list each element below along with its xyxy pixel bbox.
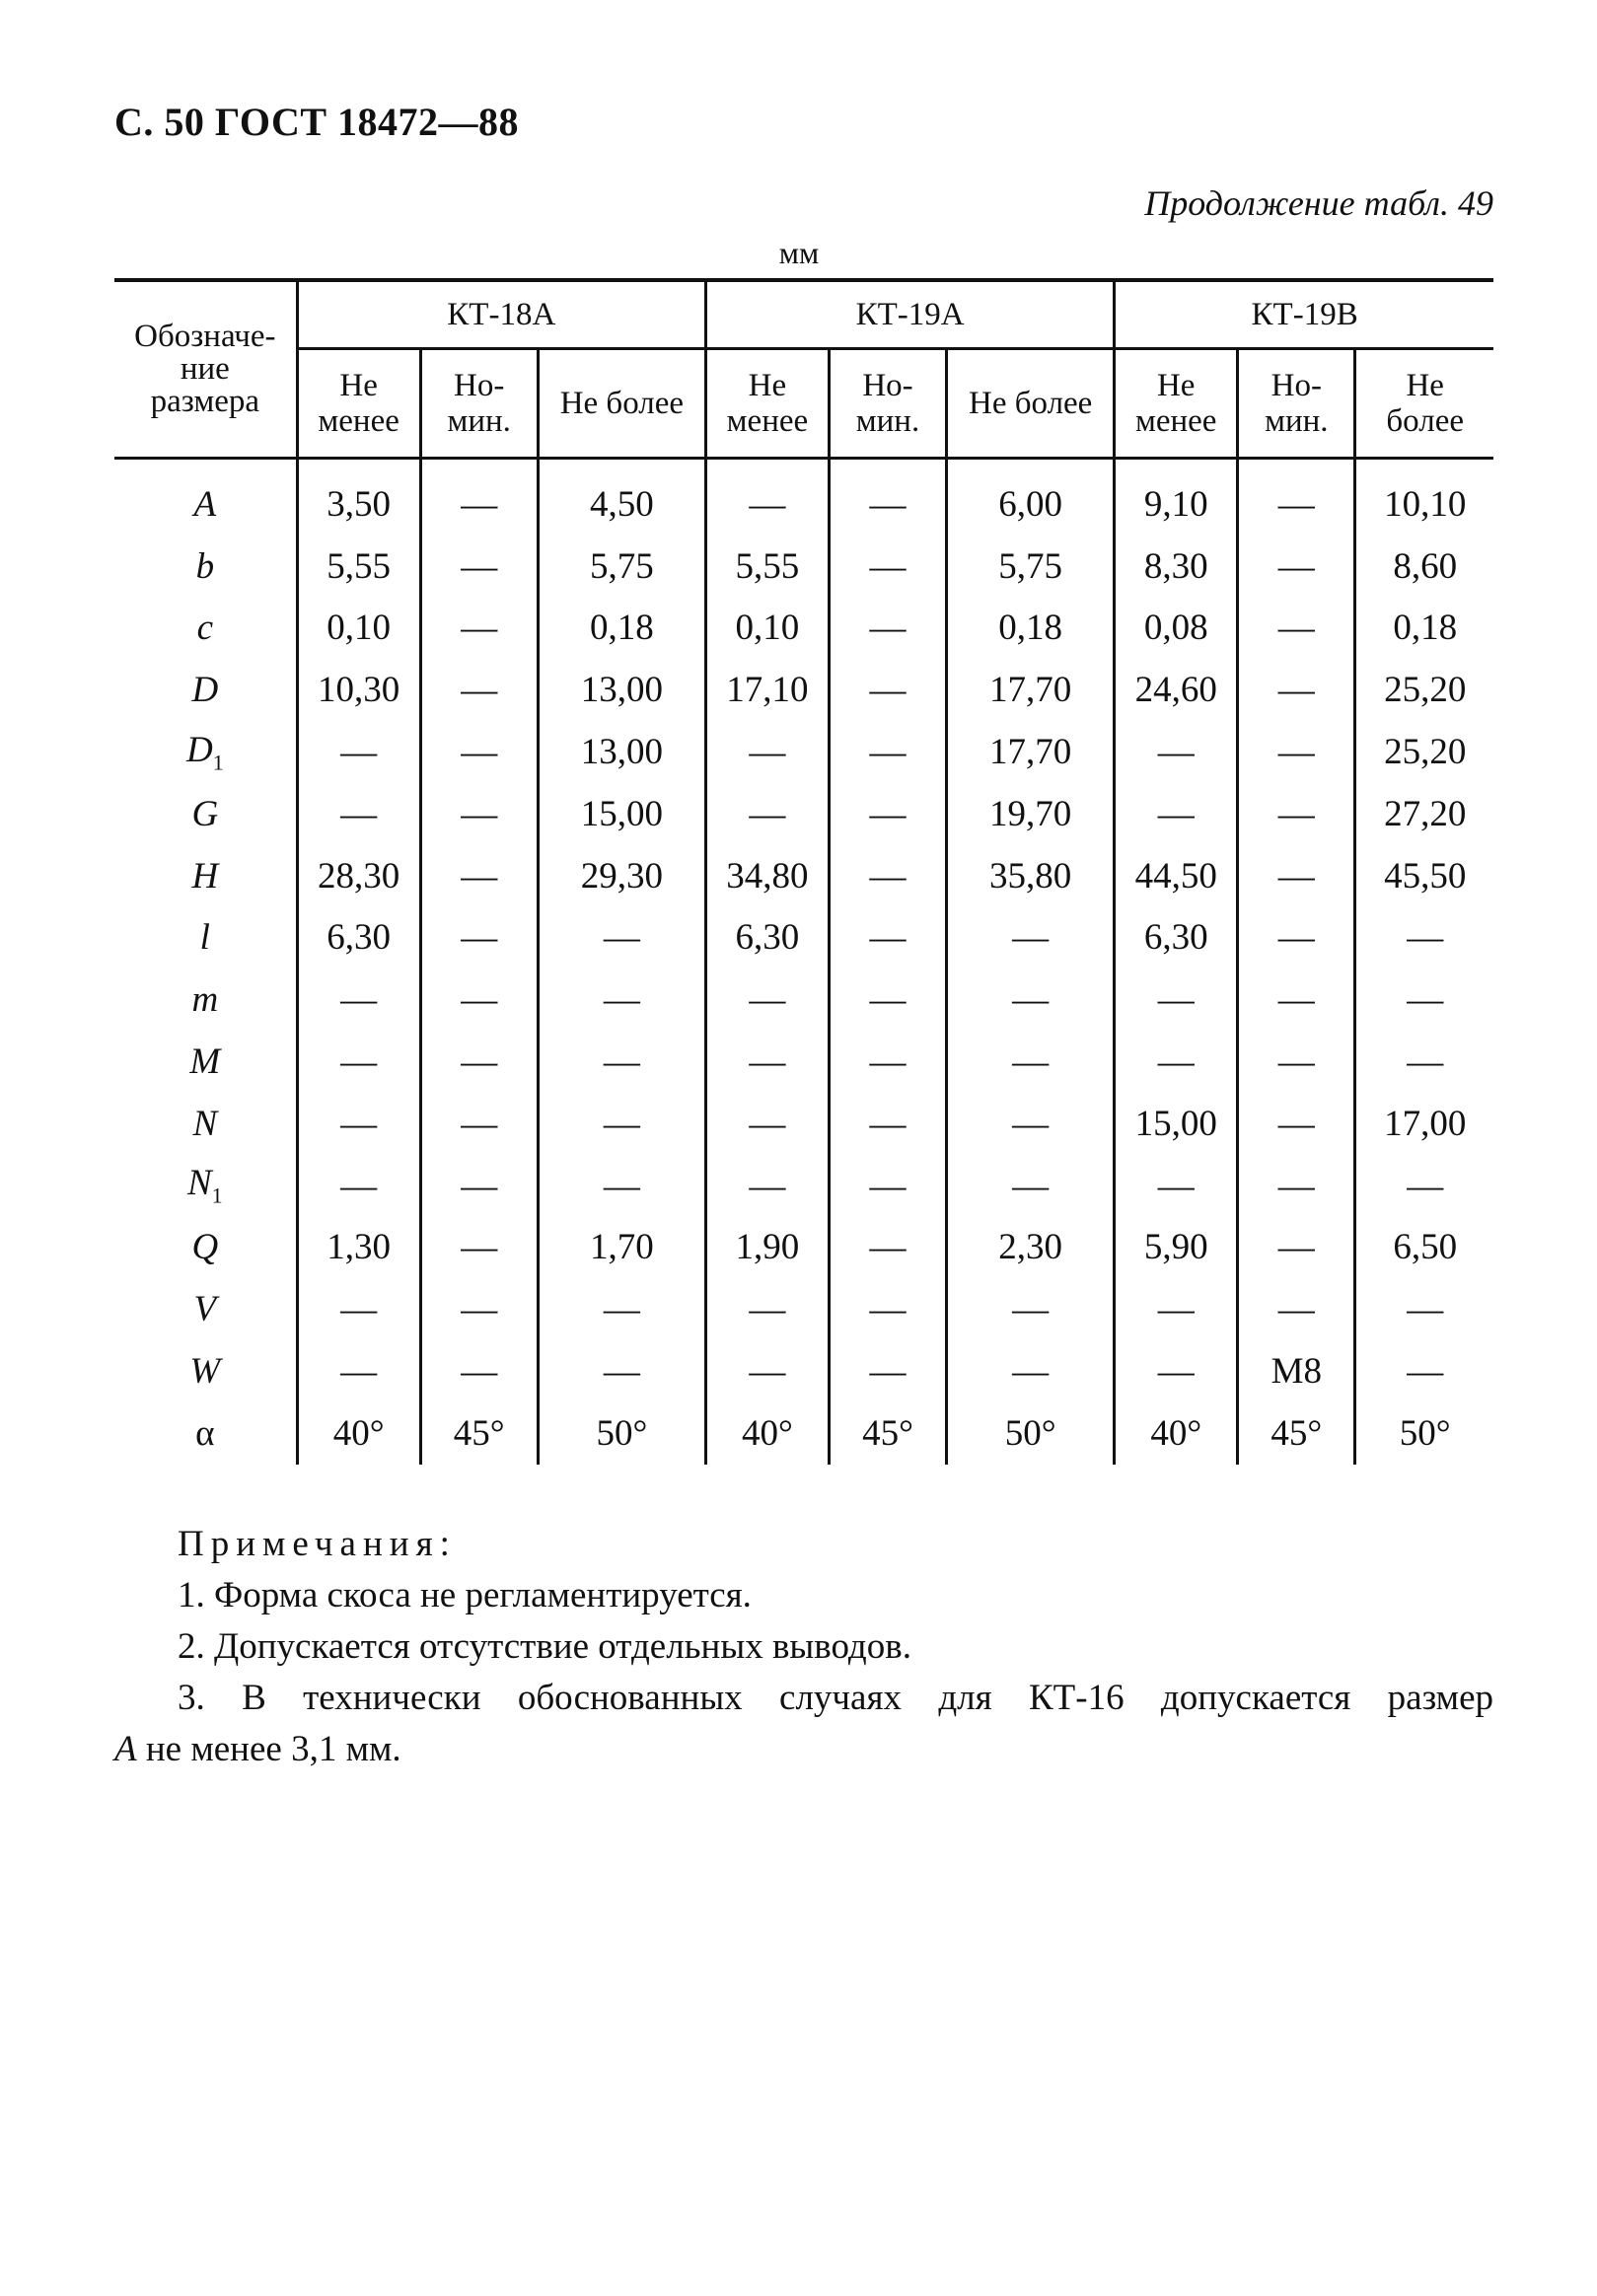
dimension-symbol — [114, 659, 297, 721]
subheader-line: Не — [339, 368, 378, 403]
symbol-letter: M — [189, 1041, 221, 1083]
value-cell: 27,20 — [1355, 783, 1493, 845]
subheader-row — [114, 349, 1493, 459]
value-cell: 6,30 — [1115, 907, 1238, 969]
value-cell: — — [297, 1093, 420, 1155]
value-cell: — — [829, 1093, 946, 1155]
value-cell: 50° — [947, 1402, 1115, 1465]
value-cell: — — [829, 1031, 946, 1093]
dimensions-table-container — [114, 278, 1493, 1465]
note-item: 1. Форма скоса не регламентируется. — [178, 1575, 752, 1615]
table-row — [114, 1031, 1493, 1093]
value-cell: 40° — [1115, 1402, 1238, 1465]
dimension-symbol — [114, 1031, 297, 1093]
value-cell: — — [297, 1155, 420, 1217]
value-cell: — — [538, 969, 705, 1031]
notes-section — [114, 1519, 1493, 1775]
value-cell: — — [829, 536, 946, 598]
subheader-cell — [829, 349, 946, 459]
value-cell: — — [1355, 1278, 1493, 1340]
value-cell: 29,30 — [538, 845, 705, 907]
subheader-line: Не — [1406, 368, 1444, 403]
value-cell: 0,18 — [947, 598, 1115, 660]
subheader-line: Не более — [559, 386, 685, 421]
value-cell: 10,10 — [1355, 459, 1493, 536]
value-cell: — — [297, 1278, 420, 1340]
value-cell: — — [705, 1340, 829, 1402]
note-item-3-line2 — [114, 1724, 1493, 1775]
units-label: мм — [778, 235, 820, 270]
value-cell: 5,55 — [297, 536, 420, 598]
value-cell: — — [420, 783, 538, 845]
symbol-letter: D — [191, 670, 219, 711]
value-cell: — — [1238, 783, 1355, 845]
designation-header-line: размера — [150, 384, 260, 419]
symbol-subscript: 1 — [212, 750, 224, 775]
value-cell: 5,55 — [705, 536, 829, 598]
value-cell: 6,50 — [1355, 1217, 1493, 1279]
value-cell: — — [1238, 907, 1355, 969]
value-cell: — — [705, 969, 829, 1031]
subheader-line: более — [1386, 403, 1464, 439]
value-cell: 0,10 — [297, 598, 420, 660]
value-cell: 28,30 — [297, 845, 420, 907]
value-cell: — — [1115, 721, 1238, 783]
value-cell: 0,18 — [538, 598, 705, 660]
subheader-line: Не — [1156, 368, 1196, 403]
value-cell: 9,10 — [1115, 459, 1238, 536]
value-cell: — — [420, 659, 538, 721]
dimension-symbol — [114, 845, 297, 907]
value-cell: 2,30 — [947, 1217, 1115, 1279]
table-row — [114, 536, 1493, 598]
value-cell: 8,60 — [1355, 536, 1493, 598]
value-cell: 15,00 — [538, 783, 705, 845]
value-cell: — — [1238, 536, 1355, 598]
subheader-line: менее — [1134, 403, 1217, 439]
value-cell: — — [705, 783, 829, 845]
symbol-letter: D — [185, 729, 213, 770]
value-cell: — — [420, 536, 538, 598]
value-cell: — — [538, 1031, 705, 1093]
value-cell: 13,00 — [538, 721, 705, 783]
subheader-cell — [1238, 349, 1355, 459]
value-cell: 50° — [538, 1402, 705, 1465]
dimension-symbol — [114, 1093, 297, 1155]
value-cell: 34,80 — [705, 845, 829, 907]
value-cell: — — [297, 969, 420, 1031]
value-cell: — — [1355, 1031, 1493, 1093]
value-cell: — — [829, 721, 946, 783]
dimension-symbol — [114, 907, 297, 969]
designation-header-line: ние — [180, 351, 230, 387]
value-cell: — — [705, 1031, 829, 1093]
value-cell: — — [947, 1278, 1115, 1340]
value-cell: 6,00 — [947, 459, 1115, 536]
value-cell: — — [1115, 1031, 1238, 1093]
value-cell: — — [1115, 1278, 1238, 1340]
value-cell: — — [420, 1340, 538, 1402]
value-cell: — — [538, 1340, 705, 1402]
value-cell: — — [705, 1278, 829, 1340]
value-cell: — — [1238, 459, 1355, 536]
table-row — [114, 1278, 1493, 1340]
value-cell: — — [947, 969, 1115, 1031]
value-cell: 35,80 — [947, 845, 1115, 907]
value-cell: M8 — [1238, 1340, 1355, 1402]
subheader-line: Не — [748, 368, 787, 403]
value-cell: — — [420, 1093, 538, 1155]
value-cell: 17,00 — [1355, 1093, 1493, 1155]
value-cell: — — [829, 783, 946, 845]
symbol-letter: b — [195, 545, 215, 587]
value-cell: 24,60 — [1115, 659, 1238, 721]
dimension-symbol — [114, 969, 297, 1031]
table-row — [114, 1402, 1493, 1465]
value-cell: — — [420, 969, 538, 1031]
page-header: С. 50 ГОСТ 18472—88 — [114, 100, 520, 144]
dimension-symbol — [114, 1217, 297, 1279]
value-cell: — — [829, 845, 946, 907]
group-header-kt19a: КТ-19А — [705, 280, 1114, 349]
value-cell: 5,75 — [947, 536, 1115, 598]
symbol-letter: c — [196, 608, 214, 649]
value-cell: — — [1355, 907, 1493, 969]
value-cell: — — [1238, 1031, 1355, 1093]
designation-header-line: Обозначе- — [134, 319, 276, 354]
designation-header — [114, 280, 297, 459]
note-item: 2. Допускается отсутствие отдельных выводов. — [178, 1626, 911, 1667]
dimension-symbol — [114, 1402, 297, 1465]
symbol-letter: m — [191, 979, 219, 1021]
value-cell: — — [297, 1340, 420, 1402]
symbol-letter: A — [193, 483, 217, 525]
value-cell: 44,50 — [1115, 845, 1238, 907]
value-cell: — — [1238, 659, 1355, 721]
table-row — [114, 1217, 1493, 1279]
value-cell: — — [1355, 969, 1493, 1031]
dimension-symbol — [114, 1278, 297, 1340]
value-cell: — — [705, 459, 829, 536]
value-cell: — — [297, 1031, 420, 1093]
value-cell: — — [420, 1217, 538, 1279]
value-cell: 45° — [829, 1402, 946, 1465]
symbol-letter: G — [191, 793, 219, 834]
table-row — [114, 459, 1493, 536]
subheader-line: Но- — [1270, 368, 1322, 403]
value-cell: — — [829, 1217, 946, 1279]
value-cell: — — [829, 1278, 946, 1340]
subheader-line: Не более — [968, 386, 1093, 421]
value-cell: — — [1238, 598, 1355, 660]
value-cell: — — [705, 1155, 829, 1217]
value-cell: 17,10 — [705, 659, 829, 721]
value-cell: — — [1238, 1217, 1355, 1279]
symbol-letter: H — [191, 855, 219, 897]
value-cell: — — [947, 1093, 1115, 1155]
value-cell: — — [1115, 783, 1238, 845]
value-cell: — — [829, 1155, 946, 1217]
symbol-letter: l — [199, 917, 210, 959]
note-item-3-line1: 3. В технически обоснованных случаях для КТ-16 допускается размер — [178, 1678, 1493, 1718]
symbol-letter: N — [192, 1103, 218, 1144]
value-cell: 45° — [1238, 1402, 1355, 1465]
value-cell: — — [829, 459, 946, 536]
value-cell: — — [420, 845, 538, 907]
value-cell: — — [829, 598, 946, 660]
value-cell: — — [297, 721, 420, 783]
value-cell: — — [947, 1155, 1115, 1217]
value-cell: — — [538, 907, 705, 969]
note-text: не менее 3,1 мм. — [136, 1729, 401, 1769]
value-cell: 5,90 — [1115, 1217, 1238, 1279]
symbol-letter: N — [186, 1163, 212, 1204]
value-cell: 8,30 — [1115, 536, 1238, 598]
subheader-cell — [705, 349, 829, 459]
value-cell: — — [705, 1093, 829, 1155]
value-cell: 10,30 — [297, 659, 420, 721]
dimension-symbol — [114, 536, 297, 598]
subheader-cell — [297, 349, 420, 459]
value-cell: — — [420, 907, 538, 969]
dimension-symbol — [114, 598, 297, 660]
value-cell: 4,50 — [538, 459, 705, 536]
subheader-cell — [420, 349, 538, 459]
subheader-line: мин. — [855, 403, 920, 439]
value-cell: 25,20 — [1355, 721, 1493, 783]
value-cell: 0,08 — [1115, 598, 1238, 660]
value-cell: — — [1238, 969, 1355, 1031]
table-row — [114, 783, 1493, 845]
table-row — [114, 721, 1493, 783]
subheader-line: менее — [318, 403, 399, 439]
table-body — [114, 459, 1493, 1465]
value-cell: 17,70 — [947, 659, 1115, 721]
value-cell: — — [1238, 1155, 1355, 1217]
table-row — [114, 1155, 1493, 1217]
value-cell: 6,30 — [297, 907, 420, 969]
value-cell: — — [947, 1031, 1115, 1093]
notes-title: Примечания: — [178, 1524, 457, 1564]
subheader-line: менее — [726, 403, 809, 439]
note-symbol: A — [114, 1729, 137, 1769]
value-cell: 13,00 — [538, 659, 705, 721]
value-cell: — — [829, 1340, 946, 1402]
value-cell: 3,50 — [297, 459, 420, 536]
value-cell: — — [1115, 969, 1238, 1031]
symbol-letter: V — [193, 1289, 217, 1330]
symbol-letter: α — [195, 1412, 215, 1454]
symbol-letter: W — [189, 1351, 221, 1393]
value-cell: — — [420, 1155, 538, 1217]
value-cell: — — [1238, 721, 1355, 783]
value-cell: 1,70 — [538, 1217, 705, 1279]
subheader-cell — [538, 349, 705, 459]
table-continuation-label: Продолжение табл. 49 — [1144, 183, 1493, 223]
value-cell: — — [705, 721, 829, 783]
value-cell: 45° — [420, 1402, 538, 1465]
table-row — [114, 969, 1493, 1031]
value-cell: — — [829, 969, 946, 1031]
symbol-subscript: 1 — [211, 1183, 223, 1208]
value-cell: — — [420, 1278, 538, 1340]
subheader-line: мин. — [1265, 403, 1329, 439]
subheader-cell — [1115, 349, 1238, 459]
subheader-line: Но- — [862, 368, 913, 403]
value-cell: 40° — [297, 1402, 420, 1465]
value-cell: — — [1355, 1155, 1493, 1217]
value-cell: — — [538, 1093, 705, 1155]
value-cell: — — [538, 1155, 705, 1217]
value-cell: — — [1115, 1340, 1238, 1402]
value-cell: — — [420, 721, 538, 783]
value-cell: 6,30 — [705, 907, 829, 969]
value-cell: — — [829, 907, 946, 969]
value-cell: — — [947, 907, 1115, 969]
value-cell: 0,10 — [705, 598, 829, 660]
subheader-line: мин. — [447, 403, 511, 439]
table-row — [114, 1093, 1493, 1155]
table-row — [114, 845, 1493, 907]
value-cell: — — [947, 1340, 1115, 1402]
dimension-symbol — [114, 459, 297, 536]
value-cell: — — [1238, 845, 1355, 907]
value-cell: — — [1355, 1340, 1493, 1402]
value-cell: 17,70 — [947, 721, 1115, 783]
table-row — [114, 659, 1493, 721]
value-cell: — — [420, 598, 538, 660]
table-row — [114, 907, 1493, 969]
value-cell: — — [297, 783, 420, 845]
subheader-line: Но- — [454, 368, 505, 403]
dimension-symbol — [114, 1340, 297, 1402]
dimension-symbol — [114, 721, 297, 783]
value-cell: 25,20 — [1355, 659, 1493, 721]
subheader-cell — [947, 349, 1115, 459]
value-cell: — — [420, 459, 538, 536]
table-row — [114, 1340, 1493, 1402]
group-header-kt19v: КТ-19В — [1115, 280, 1493, 349]
dimensions-table — [114, 278, 1493, 1465]
value-cell: 0,18 — [1355, 598, 1493, 660]
group-header-kt18a: КТ-18А — [297, 280, 705, 349]
value-cell: 40° — [705, 1402, 829, 1465]
value-cell: 15,00 — [1115, 1093, 1238, 1155]
symbol-letter: Q — [191, 1227, 219, 1268]
value-cell: — — [1238, 1093, 1355, 1155]
value-cell: 19,70 — [947, 783, 1115, 845]
value-cell: — — [420, 1031, 538, 1093]
value-cell: 1,90 — [705, 1217, 829, 1279]
value-cell: 5,75 — [538, 536, 705, 598]
value-cell: 1,30 — [297, 1217, 420, 1279]
dimension-symbol — [114, 783, 297, 845]
dimension-symbol — [114, 1155, 297, 1217]
value-cell: — — [538, 1278, 705, 1340]
value-cell: — — [1115, 1155, 1238, 1217]
value-cell: 45,50 — [1355, 845, 1493, 907]
table-row — [114, 598, 1493, 660]
value-cell: — — [829, 659, 946, 721]
value-cell: — — [1238, 1278, 1355, 1340]
value-cell: 50° — [1355, 1402, 1493, 1465]
subheader-cell — [1355, 349, 1493, 459]
